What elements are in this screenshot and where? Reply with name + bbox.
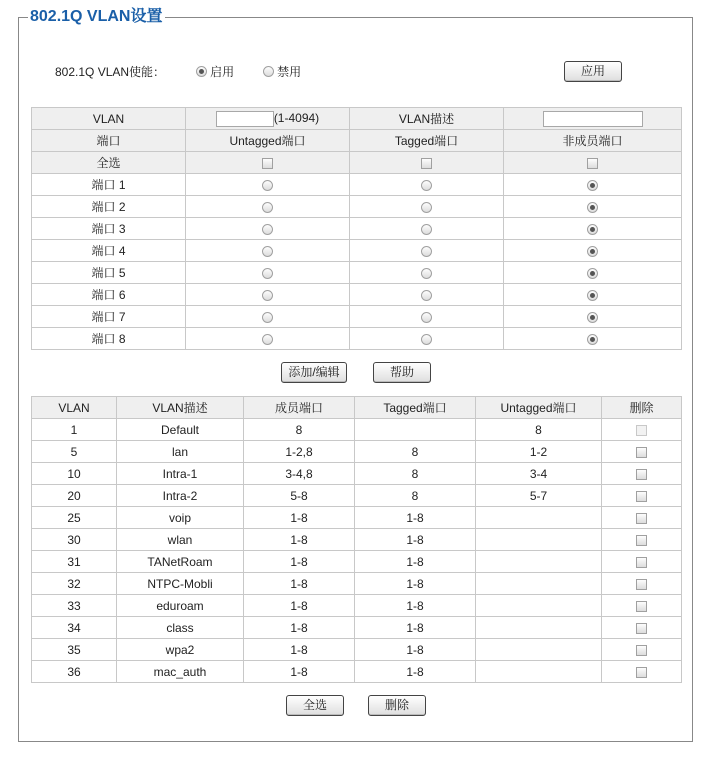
- vlan-list-header: [32, 397, 682, 419]
- cell-untagged: [476, 595, 602, 617]
- port-label: 端口 7: [32, 306, 186, 328]
- port-row: [32, 218, 682, 240]
- cell-untagged: [476, 639, 602, 661]
- cell-members: 1-8: [244, 617, 355, 639]
- cell-desc: Intra-2: [117, 485, 244, 507]
- table-row: [32, 507, 682, 529]
- cell-tagged: 1-8: [355, 507, 476, 529]
- table-row: [32, 617, 682, 639]
- cell-vlan: 33: [32, 595, 117, 617]
- col-header-desc: VLAN描述: [117, 397, 244, 419]
- delete-checkbox[interactable]: [636, 491, 647, 502]
- port-tagged-radio[interactable]: [421, 268, 432, 279]
- col-header-untagged: Untagged端口: [186, 130, 350, 152]
- cell-members: 1-8: [244, 529, 355, 551]
- cell-tagged: 1-8: [355, 661, 476, 683]
- port-tagged-radio[interactable]: [421, 202, 432, 213]
- col-header-untagged-ports: Untagged端口: [476, 397, 602, 419]
- port-tagged-radio[interactable]: [421, 334, 432, 345]
- cell-desc: TANetRoam: [117, 551, 244, 573]
- cell-vlan: 5: [32, 441, 117, 463]
- cell-members: 1-8: [244, 573, 355, 595]
- port-untagged-radio[interactable]: [262, 312, 273, 323]
- port-label: 端口 8: [32, 328, 186, 350]
- port-label: 端口 5: [32, 262, 186, 284]
- cell-desc: wlan: [117, 529, 244, 551]
- cell-members: 3-4,8: [244, 463, 355, 485]
- col-header-tagged: Tagged端口: [350, 130, 504, 152]
- vlan-desc-input[interactable]: [543, 111, 643, 127]
- port-untagged-radio[interactable]: [262, 334, 273, 345]
- select-all-label: 全选: [32, 152, 186, 174]
- table-row: [32, 573, 682, 595]
- cell-untagged: [476, 551, 602, 573]
- table-row: [32, 595, 682, 617]
- port-nonmember-radio[interactable]: [587, 246, 598, 257]
- cell-tagged: [355, 419, 476, 441]
- port-label: 端口 1: [32, 174, 186, 196]
- port-tagged-radio[interactable]: [421, 224, 432, 235]
- vlan-desc-cell: [504, 108, 682, 130]
- cell-desc: class: [117, 617, 244, 639]
- port-tagged-radio[interactable]: [421, 290, 432, 301]
- port-untagged-radio[interactable]: [262, 224, 273, 235]
- disable-option-label: 禁用: [277, 64, 302, 79]
- apply-button[interactable]: 应用: [564, 61, 622, 82]
- cell-untagged: [476, 529, 602, 551]
- delete-checkbox[interactable]: [636, 557, 647, 568]
- port-tagged-radio[interactable]: [421, 180, 432, 191]
- cell-members: 1-2,8: [244, 441, 355, 463]
- col-header-port: 端口: [32, 130, 186, 152]
- cell-untagged: 8: [476, 419, 602, 441]
- cell-desc: mac_auth: [117, 661, 244, 683]
- port-untagged-radio[interactable]: [262, 180, 273, 191]
- cell-members: 8: [244, 419, 355, 441]
- table-row: [32, 463, 682, 485]
- enable-option-label: 启用: [210, 64, 235, 79]
- cell-desc: wpa2: [117, 639, 244, 661]
- disable-radio[interactable]: [263, 66, 274, 77]
- col-header-vlan: VLAN: [32, 397, 117, 419]
- cell-vlan: 32: [32, 573, 117, 595]
- vlan-desc-label: VLAN描述: [350, 108, 504, 130]
- port-nonmember-radio[interactable]: [587, 202, 598, 213]
- cell-tagged: 8: [355, 485, 476, 507]
- port-untagged-radio[interactable]: [262, 268, 273, 279]
- delete-checkbox[interactable]: [636, 623, 647, 634]
- cell-desc: Intra-1: [117, 463, 244, 485]
- delete-button[interactable]: 删除: [368, 695, 426, 716]
- cell-vlan: 1: [32, 419, 117, 441]
- select-all-nonmember-checkbox[interactable]: [587, 158, 598, 169]
- cell-members: 1-8: [244, 639, 355, 661]
- table-row: [32, 419, 682, 441]
- delete-checkbox[interactable]: [636, 601, 647, 612]
- table-row: [32, 551, 682, 573]
- delete-checkbox[interactable]: [636, 535, 647, 546]
- port-tagged-radio[interactable]: [421, 312, 432, 323]
- cell-tagged: 1-8: [355, 529, 476, 551]
- cell-tagged: 1-8: [355, 573, 476, 595]
- cell-untagged: [476, 617, 602, 639]
- cell-vlan: 10: [32, 463, 117, 485]
- delete-checkbox[interactable]: [636, 579, 647, 590]
- cell-untagged: [476, 507, 602, 529]
- cell-members: 1-8: [244, 595, 355, 617]
- vlan-enable-row: [55, 61, 301, 81]
- cell-tagged: 8: [355, 441, 476, 463]
- col-header-delete: 删除: [602, 397, 682, 419]
- cell-untagged: [476, 661, 602, 683]
- vlan-id-cell: [186, 108, 350, 130]
- port-untagged-radio[interactable]: [262, 246, 273, 257]
- select-all-button[interactable]: 全选: [286, 695, 344, 716]
- cell-desc: voip: [117, 507, 244, 529]
- help-button[interactable]: 帮助: [373, 362, 431, 383]
- cell-tagged: 8: [355, 463, 476, 485]
- cell-members: 1-8: [244, 507, 355, 529]
- port-untagged-radio[interactable]: [262, 290, 273, 301]
- port-label: 端口 2: [32, 196, 186, 218]
- vlan-id-label: VLAN: [32, 108, 186, 130]
- cell-vlan: 34: [32, 617, 117, 639]
- vlan-enable-label: 802.1Q VLAN使能：: [55, 64, 166, 79]
- cell-vlan: 36: [32, 661, 117, 683]
- port-nonmember-radio[interactable]: [587, 312, 598, 323]
- col-header-tagged-ports: Tagged端口: [355, 397, 476, 419]
- cell-desc: lan: [117, 441, 244, 463]
- port-label: 端口 3: [32, 218, 186, 240]
- add-edit-button[interactable]: 添加/编辑: [281, 362, 347, 383]
- port-row: [32, 174, 682, 196]
- table-row: [32, 661, 682, 683]
- cell-desc: NTPC-Mobli: [117, 573, 244, 595]
- enable-radio[interactable]: [196, 66, 207, 77]
- cell-vlan: 35: [32, 639, 117, 661]
- port-nonmember-radio[interactable]: [587, 334, 598, 345]
- table-row: [32, 441, 682, 463]
- delete-checkbox[interactable]: [636, 447, 647, 458]
- port-row: [32, 284, 682, 306]
- select-all-tagged-checkbox[interactable]: [421, 158, 432, 169]
- table-row: [32, 485, 682, 507]
- port-untagged-radio[interactable]: [262, 202, 273, 213]
- delete-checkbox[interactable]: [636, 513, 647, 524]
- cell-untagged: 5-7: [476, 485, 602, 507]
- cell-desc: Default: [117, 419, 244, 441]
- port-nonmember-radio[interactable]: [587, 290, 598, 301]
- port-nonmember-radio[interactable]: [587, 268, 598, 279]
- cell-members: 5-8: [244, 485, 355, 507]
- port-row: [32, 262, 682, 284]
- delete-checkbox: [636, 425, 647, 436]
- port-row: [32, 196, 682, 218]
- table-row: [32, 529, 682, 551]
- cell-vlan: 31: [32, 551, 117, 573]
- port-nonmember-radio[interactable]: [587, 180, 598, 191]
- port-row: [32, 240, 682, 262]
- port-label: 端口 4: [32, 240, 186, 262]
- col-header-members: 成员端口: [244, 397, 355, 419]
- cell-tagged: 1-8: [355, 595, 476, 617]
- cell-vlan: 25: [32, 507, 117, 529]
- select-all-untagged-checkbox[interactable]: [262, 158, 273, 169]
- cell-vlan: 30: [32, 529, 117, 551]
- port-label: 端口 6: [32, 284, 186, 306]
- cell-untagged: 3-4: [476, 463, 602, 485]
- cell-members: 1-8: [244, 551, 355, 573]
- port-nonmember-radio[interactable]: [587, 224, 598, 235]
- port-row: [32, 328, 682, 350]
- vlan-port-form: [31, 107, 682, 350]
- cell-tagged: 1-8: [355, 639, 476, 661]
- delete-checkbox[interactable]: [636, 667, 647, 678]
- cell-untagged: 1-2: [476, 441, 602, 463]
- port-tagged-radio[interactable]: [421, 246, 432, 257]
- cell-members: 1-8: [244, 661, 355, 683]
- cell-vlan: 20: [32, 485, 117, 507]
- cell-tagged: 1-8: [355, 617, 476, 639]
- page-title: 802.1Q VLAN设置: [30, 8, 163, 25]
- vlan-list-table: [31, 396, 682, 683]
- delete-checkbox[interactable]: [636, 645, 647, 656]
- vlan-range-hint: (1-4094): [273, 110, 320, 125]
- table-row: [32, 639, 682, 661]
- vlan-id-input[interactable]: [216, 111, 274, 127]
- delete-checkbox[interactable]: [636, 469, 647, 480]
- cell-desc: eduroam: [117, 595, 244, 617]
- cell-untagged: [476, 573, 602, 595]
- port-row: [32, 306, 682, 328]
- col-header-nonmember: 非成员端口: [504, 130, 682, 152]
- cell-tagged: 1-8: [355, 551, 476, 573]
